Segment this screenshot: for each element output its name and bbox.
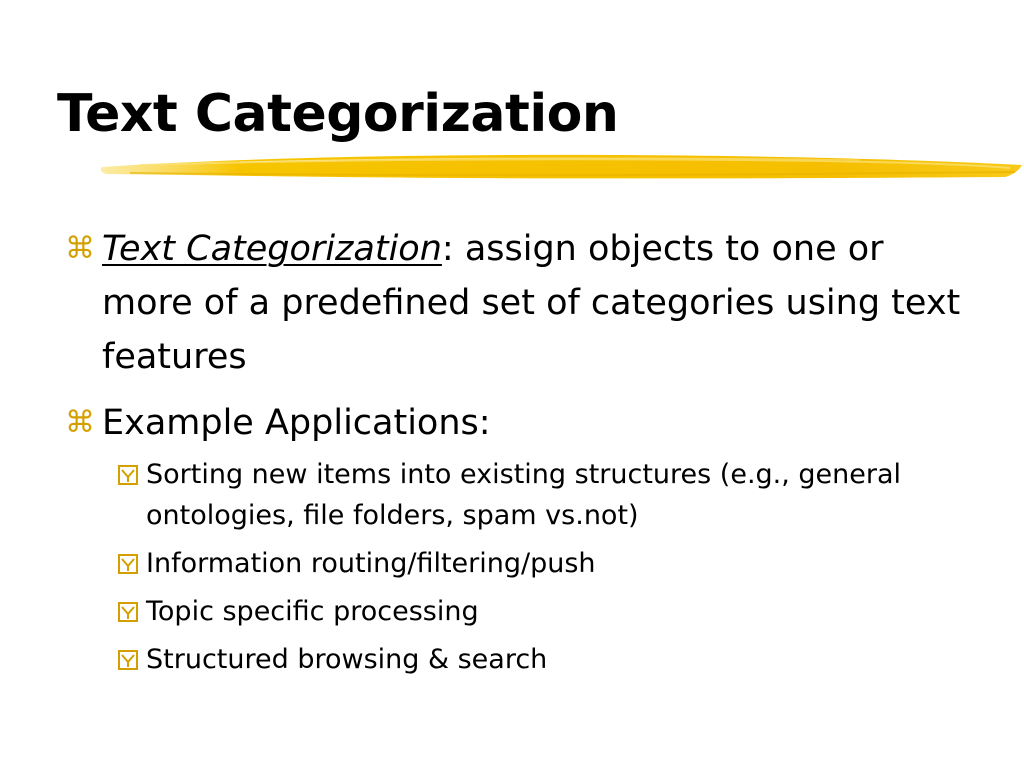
subitem-text: Topic specific processing xyxy=(146,596,479,627)
subitem-text: Information routing/filtering/push xyxy=(146,548,596,579)
subitem-topic-processing xyxy=(0,591,906,632)
slide-title: Text Categorization xyxy=(57,84,619,144)
bullet-item-definition xyxy=(0,222,962,384)
subitem-sorting xyxy=(0,454,906,536)
title-underline-brush-stroke xyxy=(100,148,1024,188)
subitem-structured-browsing xyxy=(0,639,906,680)
definition-text: : assign objects to one or more of a predefined set of categories using text features xyxy=(102,229,961,377)
subitem-text: Structured browsing & search xyxy=(146,644,548,675)
command-key-icon: ⌘ xyxy=(65,231,95,266)
checkbox-y-icon xyxy=(118,602,138,622)
checkbox-y-icon xyxy=(118,465,138,485)
subitem-information-routing xyxy=(0,543,906,584)
example-applications-heading: Example Applications: xyxy=(102,403,491,443)
bullet-item-example-applications xyxy=(0,396,962,450)
term-text-categorization: Text Categorization xyxy=(102,229,442,269)
checkbox-y-icon xyxy=(118,554,138,574)
bullet-list xyxy=(0,222,1024,687)
subitem-text: Sorting new items into existing structures (e.g., general ontologies, file folders, spam vs.not) xyxy=(146,459,902,531)
checkbox-y-icon xyxy=(118,650,138,670)
command-key-icon: ⌘ xyxy=(65,405,95,440)
